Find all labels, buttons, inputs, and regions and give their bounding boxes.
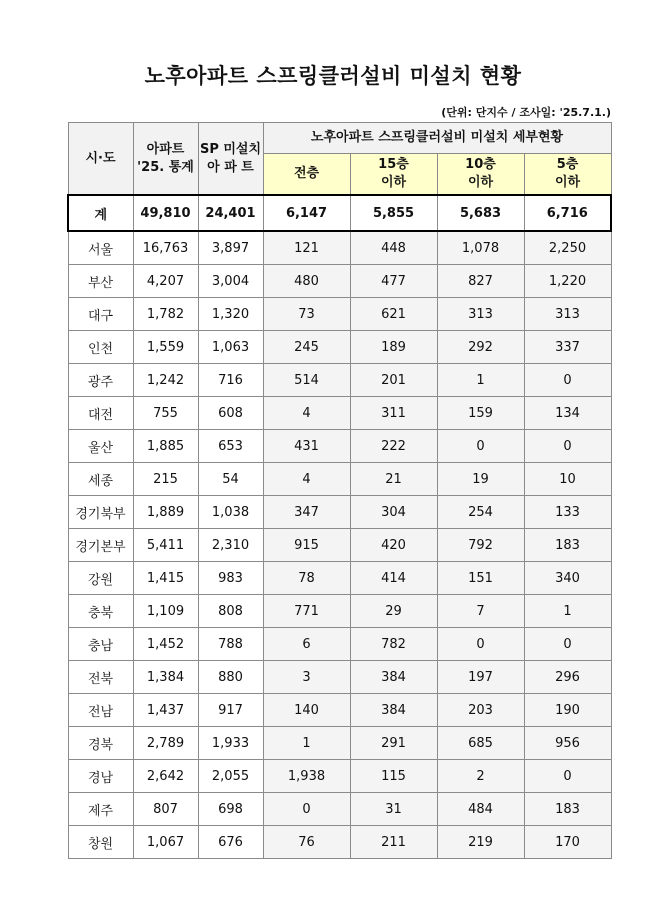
floors-15-cell: 782 bbox=[350, 628, 437, 661]
total-apt: 49,810 bbox=[133, 195, 198, 231]
header-10-floors bbox=[437, 154, 524, 196]
total-row bbox=[68, 195, 611, 231]
apt-count-cell: 1,109 bbox=[133, 595, 198, 628]
header-sp-line1: SP 미설치 bbox=[199, 141, 262, 157]
header-region: 시·도 bbox=[68, 123, 133, 196]
apt-count-cell: 4,207 bbox=[133, 265, 198, 298]
total-all-floors: 6,147 bbox=[263, 195, 350, 231]
floors-10-cell: 159 bbox=[437, 397, 524, 430]
data-table bbox=[67, 122, 612, 859]
table-row bbox=[68, 231, 611, 265]
floors-5-cell: 183 bbox=[524, 529, 611, 562]
floors-10-cell: 685 bbox=[437, 727, 524, 760]
header-10-line1: 10층 bbox=[465, 157, 496, 173]
floors-15-cell: 311 bbox=[350, 397, 437, 430]
all-floors-cell: 915 bbox=[263, 529, 350, 562]
floors-5-cell: 337 bbox=[524, 331, 611, 364]
all-floors-cell: 3 bbox=[263, 661, 350, 694]
table-row bbox=[68, 496, 611, 529]
floors-15-cell: 621 bbox=[350, 298, 437, 331]
table-row bbox=[68, 727, 611, 760]
floors-15-cell: 222 bbox=[350, 430, 437, 463]
region-cell: 충남 bbox=[68, 628, 133, 661]
all-floors-cell: 431 bbox=[263, 430, 350, 463]
header-10-line2: 이하 bbox=[467, 175, 494, 190]
header-all-floors bbox=[263, 154, 350, 196]
apt-count-cell: 2,642 bbox=[133, 760, 198, 793]
header-apt-stats bbox=[133, 123, 198, 196]
region-cell: 경북 bbox=[68, 727, 133, 760]
total-15-floors: 5,855 bbox=[350, 195, 437, 231]
total-label: 계 bbox=[68, 195, 133, 231]
table-row bbox=[68, 331, 611, 364]
header-detail-group: 노후아파트 스프링클러설비 미설치 세부현황 bbox=[263, 123, 611, 154]
header-15-line1: 15층 bbox=[378, 157, 409, 173]
total-10-floors: 5,683 bbox=[437, 195, 524, 231]
region-cell: 인천 bbox=[68, 331, 133, 364]
floors-10-cell: 2 bbox=[437, 760, 524, 793]
table-row bbox=[68, 463, 611, 496]
floors-10-cell: 1 bbox=[437, 364, 524, 397]
all-floors-cell: 4 bbox=[263, 397, 350, 430]
floors-10-cell: 19 bbox=[437, 463, 524, 496]
floors-5-cell: 183 bbox=[524, 793, 611, 826]
header-sp-missing bbox=[198, 123, 263, 196]
apt-count-cell: 1,437 bbox=[133, 694, 198, 727]
apt-count-cell: 16,763 bbox=[133, 231, 198, 265]
floors-15-cell: 414 bbox=[350, 562, 437, 595]
table-row bbox=[68, 661, 611, 694]
sp-missing-cell: 917 bbox=[198, 694, 263, 727]
floors-10-cell: 254 bbox=[437, 496, 524, 529]
floors-10-cell: 292 bbox=[437, 331, 524, 364]
apt-count-cell: 1,384 bbox=[133, 661, 198, 694]
floors-5-cell: 313 bbox=[524, 298, 611, 331]
sp-missing-cell: 608 bbox=[198, 397, 263, 430]
floors-15-cell: 304 bbox=[350, 496, 437, 529]
sp-missing-cell: 2,310 bbox=[198, 529, 263, 562]
total-5-floors: 6,716 bbox=[524, 195, 611, 231]
floors-5-cell: 190 bbox=[524, 694, 611, 727]
table-row bbox=[68, 265, 611, 298]
region-cell: 경기본부 bbox=[68, 529, 133, 562]
apt-count-cell: 215 bbox=[133, 463, 198, 496]
sp-missing-cell: 3,897 bbox=[198, 231, 263, 265]
floors-15-cell: 189 bbox=[350, 331, 437, 364]
table-row bbox=[68, 595, 611, 628]
floors-5-cell: 0 bbox=[524, 430, 611, 463]
apt-count-cell: 2,789 bbox=[133, 727, 198, 760]
header-apt-line2: '25. 통계 bbox=[137, 159, 194, 175]
all-floors-cell: 76 bbox=[263, 826, 350, 859]
floors-10-cell: 197 bbox=[437, 661, 524, 694]
floors-15-cell: 201 bbox=[350, 364, 437, 397]
all-floors-cell: 0 bbox=[263, 793, 350, 826]
apt-count-cell: 1,889 bbox=[133, 496, 198, 529]
sp-missing-cell: 3,004 bbox=[198, 265, 263, 298]
region-cell: 전남 bbox=[68, 694, 133, 727]
floors-15-cell: 291 bbox=[350, 727, 437, 760]
sp-missing-cell: 788 bbox=[198, 628, 263, 661]
floors-5-cell: 133 bbox=[524, 496, 611, 529]
apt-count-cell: 1,242 bbox=[133, 364, 198, 397]
floors-5-cell: 0 bbox=[524, 364, 611, 397]
apt-count-cell: 1,415 bbox=[133, 562, 198, 595]
floors-15-cell: 384 bbox=[350, 694, 437, 727]
table-row bbox=[68, 397, 611, 430]
apt-count-cell: 807 bbox=[133, 793, 198, 826]
floors-10-cell: 0 bbox=[437, 628, 524, 661]
all-floors-cell: 140 bbox=[263, 694, 350, 727]
total-sp: 24,401 bbox=[198, 195, 263, 231]
all-floors-cell: 771 bbox=[263, 595, 350, 628]
table-row bbox=[68, 298, 611, 331]
floors-5-cell: 2,250 bbox=[524, 231, 611, 265]
apt-count-cell: 5,411 bbox=[133, 529, 198, 562]
floors-10-cell: 7 bbox=[437, 595, 524, 628]
table-row bbox=[68, 826, 611, 859]
all-floors-cell: 121 bbox=[263, 231, 350, 265]
all-floors-cell: 78 bbox=[263, 562, 350, 595]
floors-15-cell: 21 bbox=[350, 463, 437, 496]
floors-10-cell: 1,078 bbox=[437, 231, 524, 265]
floors-10-cell: 219 bbox=[437, 826, 524, 859]
apt-count-cell: 1,452 bbox=[133, 628, 198, 661]
all-floors-cell: 514 bbox=[263, 364, 350, 397]
floors-5-cell: 296 bbox=[524, 661, 611, 694]
sp-missing-cell: 716 bbox=[198, 364, 263, 397]
floors-15-cell: 31 bbox=[350, 793, 437, 826]
header-15-line2: 이하 bbox=[380, 175, 407, 190]
floors-5-cell: 956 bbox=[524, 727, 611, 760]
table-row bbox=[68, 430, 611, 463]
floors-10-cell: 0 bbox=[437, 430, 524, 463]
header-sp-line2: 아 파 트 bbox=[207, 159, 254, 175]
floors-5-cell: 134 bbox=[524, 397, 611, 430]
table-row bbox=[68, 529, 611, 562]
floors-5-cell: 1,220 bbox=[524, 265, 611, 298]
floors-15-cell: 115 bbox=[350, 760, 437, 793]
all-floors-cell: 480 bbox=[263, 265, 350, 298]
floors-10-cell: 792 bbox=[437, 529, 524, 562]
apt-count-cell: 1,885 bbox=[133, 430, 198, 463]
all-floors-cell: 6 bbox=[263, 628, 350, 661]
region-cell: 경기북부 bbox=[68, 496, 133, 529]
header-5-floors bbox=[524, 154, 611, 196]
all-floors-cell: 1,938 bbox=[263, 760, 350, 793]
apt-count-cell: 1,782 bbox=[133, 298, 198, 331]
all-floors-cell: 1 bbox=[263, 727, 350, 760]
header-5-line2: 이하 bbox=[554, 175, 581, 190]
region-cell: 대구 bbox=[68, 298, 133, 331]
all-floors-cell: 4 bbox=[263, 463, 350, 496]
floors-15-cell: 420 bbox=[350, 529, 437, 562]
unit-note: (단위: 단지수 / 조사일: '25.7.1.) bbox=[441, 106, 611, 119]
sp-missing-cell: 808 bbox=[198, 595, 263, 628]
floors-15-cell: 211 bbox=[350, 826, 437, 859]
floors-5-cell: 340 bbox=[524, 562, 611, 595]
apt-count-cell: 1,067 bbox=[133, 826, 198, 859]
table-row bbox=[68, 628, 611, 661]
sp-missing-cell: 983 bbox=[198, 562, 263, 595]
region-cell: 충북 bbox=[68, 595, 133, 628]
table-row bbox=[68, 793, 611, 826]
floors-15-cell: 29 bbox=[350, 595, 437, 628]
floors-15-cell: 384 bbox=[350, 661, 437, 694]
sp-missing-cell: 676 bbox=[198, 826, 263, 859]
header-all-floors-label: 전층 bbox=[293, 166, 320, 182]
apt-count-cell: 1,559 bbox=[133, 331, 198, 364]
floors-10-cell: 203 bbox=[437, 694, 524, 727]
apt-count-cell: 755 bbox=[133, 397, 198, 430]
floors-15-cell: 448 bbox=[350, 231, 437, 265]
sp-missing-cell: 1,038 bbox=[198, 496, 263, 529]
table-row bbox=[68, 562, 611, 595]
floors-5-cell: 170 bbox=[524, 826, 611, 859]
region-cell: 대전 bbox=[68, 397, 133, 430]
sp-missing-cell: 653 bbox=[198, 430, 263, 463]
region-cell: 세종 bbox=[68, 463, 133, 496]
sp-missing-cell: 2,055 bbox=[198, 760, 263, 793]
header-apt-line1: 아파트 bbox=[146, 141, 185, 157]
region-cell: 부산 bbox=[68, 265, 133, 298]
sp-missing-cell: 1,933 bbox=[198, 727, 263, 760]
region-cell: 울산 bbox=[68, 430, 133, 463]
all-floors-cell: 347 bbox=[263, 496, 350, 529]
region-cell: 서울 bbox=[68, 231, 133, 265]
table-row bbox=[68, 760, 611, 793]
floors-10-cell: 313 bbox=[437, 298, 524, 331]
all-floors-cell: 73 bbox=[263, 298, 350, 331]
page-title: 노후아파트 스프링클러설비 미설치 현황 bbox=[144, 64, 522, 88]
region-cell: 창원 bbox=[68, 826, 133, 859]
region-cell: 전북 bbox=[68, 661, 133, 694]
floors-10-cell: 484 bbox=[437, 793, 524, 826]
floors-15-cell: 477 bbox=[350, 265, 437, 298]
region-cell: 광주 bbox=[68, 364, 133, 397]
floors-5-cell: 10 bbox=[524, 463, 611, 496]
sp-missing-cell: 698 bbox=[198, 793, 263, 826]
floors-5-cell: 0 bbox=[524, 628, 611, 661]
floors-10-cell: 151 bbox=[437, 562, 524, 595]
header-15-floors bbox=[350, 154, 437, 196]
floors-5-cell: 0 bbox=[524, 760, 611, 793]
header-5-line1: 5층 bbox=[556, 157, 579, 173]
sp-missing-cell: 880 bbox=[198, 661, 263, 694]
sp-missing-cell: 54 bbox=[198, 463, 263, 496]
floors-5-cell: 1 bbox=[524, 595, 611, 628]
table-row bbox=[68, 694, 611, 727]
sp-missing-cell: 1,320 bbox=[198, 298, 263, 331]
region-cell: 강원 bbox=[68, 562, 133, 595]
table-row bbox=[68, 364, 611, 397]
region-cell: 제주 bbox=[68, 793, 133, 826]
all-floors-cell: 245 bbox=[263, 331, 350, 364]
floors-10-cell: 827 bbox=[437, 265, 524, 298]
region-cell: 경남 bbox=[68, 760, 133, 793]
sp-missing-cell: 1,063 bbox=[198, 331, 263, 364]
